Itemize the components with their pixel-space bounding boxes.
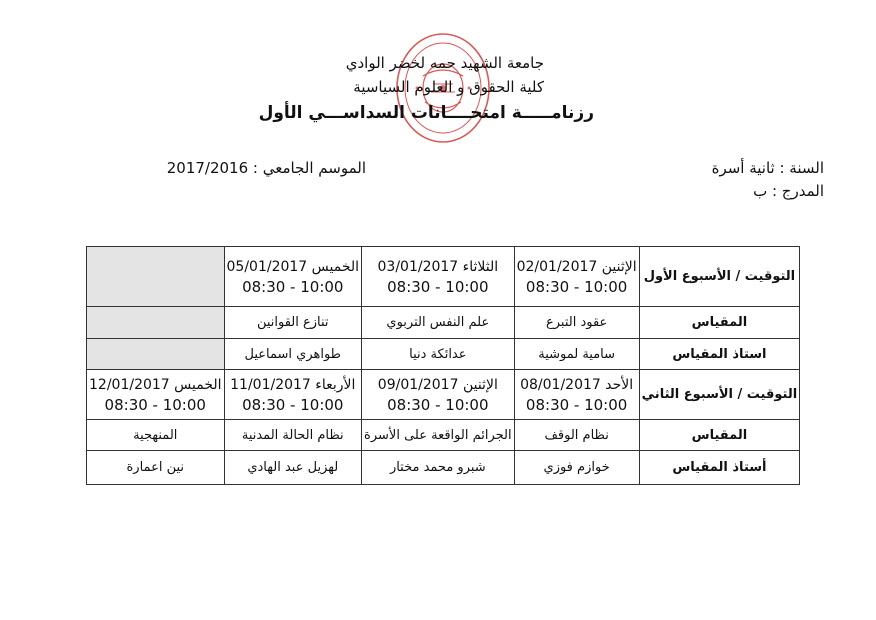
time-cell	[87, 370, 225, 420]
table-row	[87, 451, 800, 485]
season-value: 2017/2016	[166, 159, 249, 177]
professor-cell: عدائكة دنيا	[362, 339, 515, 370]
row-header-week1: التوقيت / الأسبوع الأول	[639, 247, 800, 307]
day-name: الإثنين	[462, 376, 498, 393]
year-info: السنة : ثانية أسرة	[711, 159, 824, 177]
professor-cell: نين اعمارة	[87, 451, 225, 485]
date-value: 03/01/2017	[377, 258, 459, 275]
module-cell: نظام الحالة المدنية	[224, 420, 362, 451]
date-value: 11/01/2017	[230, 376, 311, 393]
time-value: 08:30 - 10:00	[387, 277, 489, 296]
professor-cell: شبرو محمد مختار	[362, 451, 515, 485]
time-cell	[362, 370, 515, 420]
empty-cell	[87, 307, 225, 339]
date-value: 08/01/2017	[520, 376, 601, 393]
row-header-week2: التوقيت / الأسبوع الثاني	[639, 370, 800, 420]
table-row	[87, 339, 800, 370]
time-value: 08:30 - 10:00	[525, 395, 628, 414]
time-value: 08:30 - 10:00	[242, 277, 344, 296]
professor-cell: خوازم فوزي	[514, 451, 639, 485]
date-value: 09/01/2017	[377, 376, 459, 393]
row-header-module: المقياس	[639, 420, 800, 451]
time-cell	[514, 247, 639, 307]
module-cell: تنازع القوانين	[224, 307, 362, 339]
row-header-professor: أستاذ المقياس	[639, 451, 800, 485]
faculty-name: كلية الحقوق و العلوم السياسية	[353, 78, 544, 96]
time-value: 08:30 - 10:00	[387, 395, 489, 414]
document-title: رزنامـــــة امتحــــانات السداســـي الأول	[258, 103, 594, 123]
table-row	[87, 420, 800, 451]
date-value: 12/01/2017	[89, 376, 170, 393]
season-label: الموسم الجامعي :	[252, 159, 366, 177]
time-value: 08:30 - 10:00	[242, 395, 344, 414]
row-header-professor: استاذ المقياس	[639, 339, 800, 370]
season-info	[167, 159, 366, 177]
module-cell: علم النفس التربوي	[362, 307, 515, 339]
time-cell	[224, 247, 362, 307]
day-name: الأربعاء	[315, 376, 356, 393]
time-cell	[362, 247, 515, 307]
time-cell	[224, 370, 362, 420]
day-name: الإثنين	[601, 258, 637, 275]
time-value: 08:30 - 10:00	[525, 277, 628, 296]
time-value: 08:30 - 10:00	[104, 395, 206, 414]
exam-schedule-table	[86, 246, 800, 485]
professor-cell: لهزيل عبد الهادي	[224, 451, 362, 485]
day-name: الثلاثاء	[462, 258, 499, 275]
module-cell: عقود التبرع	[514, 307, 639, 339]
date-value: 02/01/2017	[516, 258, 598, 275]
hall-info: المدرج : ب	[753, 182, 824, 200]
professor-cell: سامية لموشية	[514, 339, 639, 370]
day-name: الخميس	[174, 376, 222, 393]
table-row	[87, 370, 800, 420]
module-cell: الجرائم الواقعة على الأسرة	[362, 420, 515, 451]
empty-cell	[87, 247, 225, 307]
day-name: الأحد	[605, 376, 634, 393]
empty-cell	[87, 339, 225, 370]
professor-cell: طواهري اسماعيل	[224, 339, 362, 370]
module-cell: المنهجية	[87, 420, 225, 451]
day-name: الخميس	[311, 258, 360, 275]
university-name: جامعة الشهيد حمه لخضر الوادي	[345, 54, 544, 72]
table-row	[87, 247, 800, 307]
date-value: 05/01/2017	[226, 258, 308, 275]
table-row	[87, 307, 800, 339]
module-cell: نظام الوقف	[514, 420, 639, 451]
time-cell	[514, 370, 639, 420]
row-header-module: المقياس	[639, 307, 800, 339]
